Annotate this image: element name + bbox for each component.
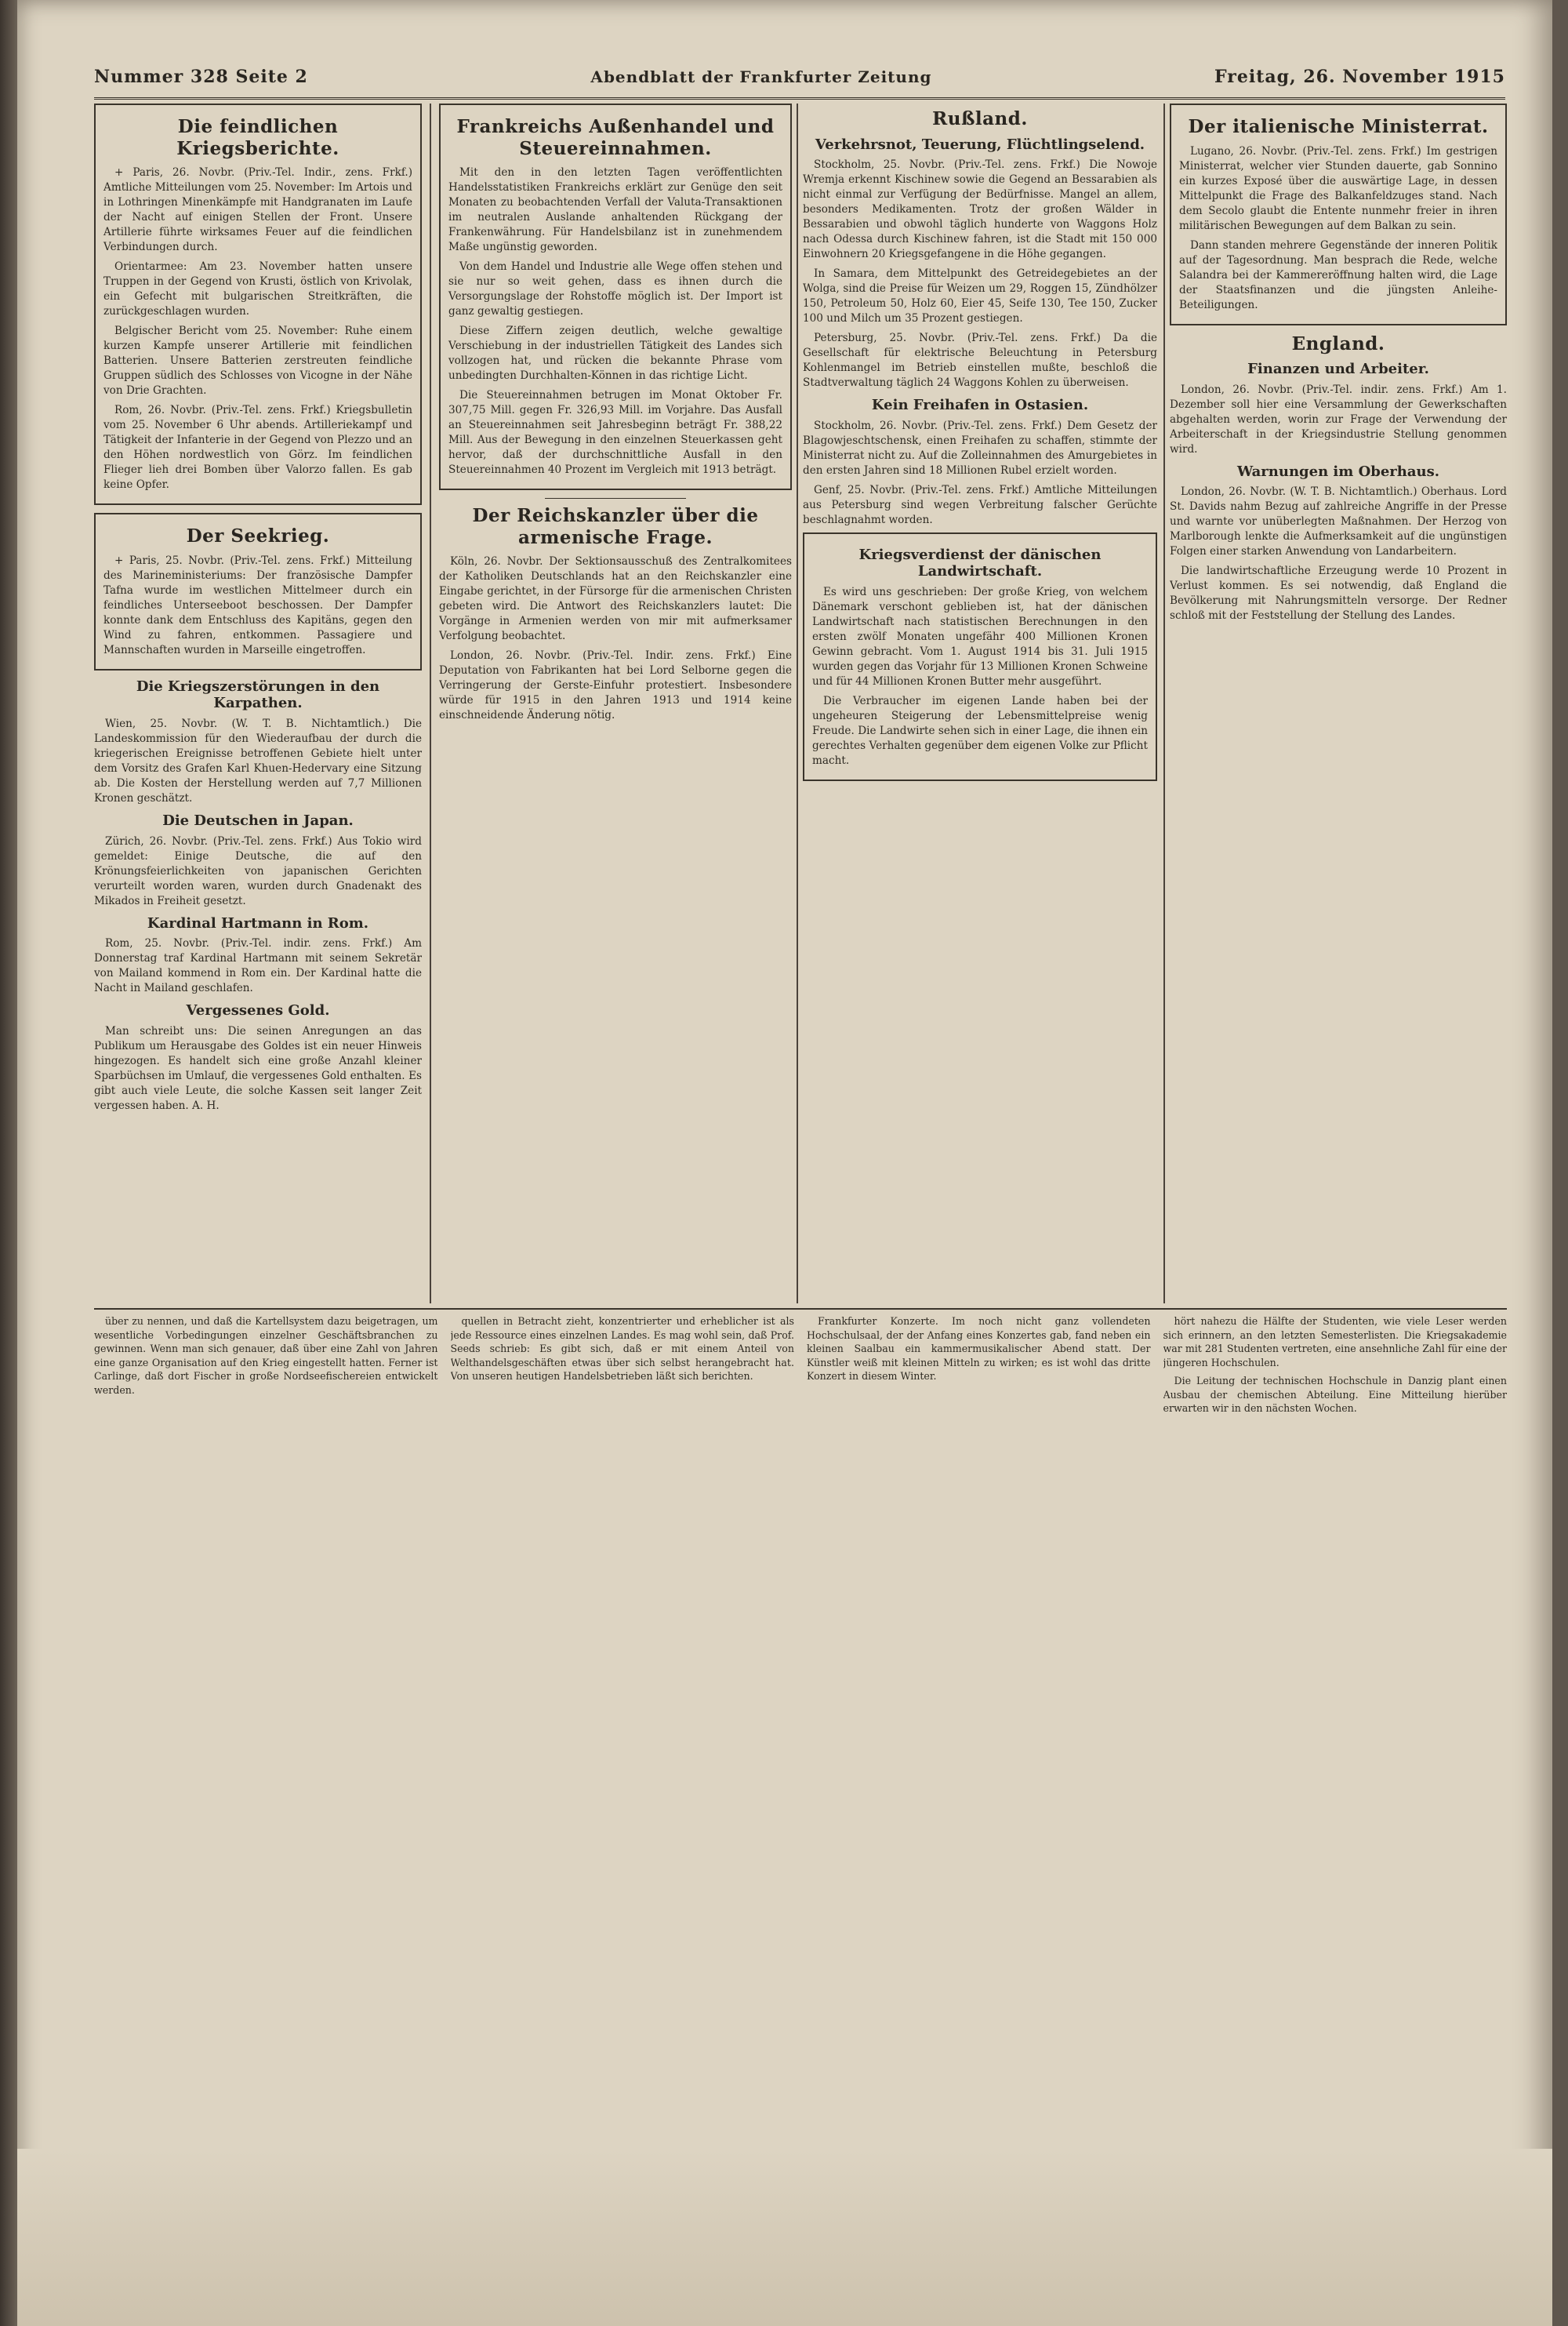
issue-number: Nummer 328 Seite 2 (94, 67, 308, 87)
article-paragraph: Orientarmee: Am 23. November hatten unsere Truppen in der Gegend von Krusti, östlich von Krivolak, ein Gefecht mit bulgarischen Streitkräften, die zurückgeschlagen wurden. (103, 260, 412, 318)
feuilleton-divider (94, 1308, 1507, 1310)
article-title: Kriegsverdienst der dänischen Landwirtschaft. (858, 546, 1102, 580)
article-title: Vergessenes Gold. (186, 1002, 330, 1019)
column-1 (94, 104, 422, 1303)
article-paragraph: Petersburg, 25. Novbr. (Priv.-Tel. zens. Frkf.) Da die Gesellschaft für elektrische Beleuchtung in Petersburg Kohlenmangel im Betrieb einstellen mußte, beschloß die Stadtverwaltung täglich 24 Waggons Kohlen zu überweisen. (803, 332, 1157, 390)
article-title: England. (1291, 333, 1385, 354)
article-paragraph: Stockholm, 25. Novbr. (Priv.-Tel. zens. Frkf.) Die Nowoje Wremja erkennt Kischinew sowie die Gegend an Bessarabien als nicht einmal zur Verfügung der Bedürfnisse. Mangel an allem, besonders Medikamenten. Trotz der großen Wälder in Bessarabien und obwohl täglich hunderte von Waggons Holz nach Odessa durch Kischinew fahren, ist die Stadt mit 150 000 Einwohnern 20 Kriegsgefangene in die Höhe gegangen. (803, 158, 1157, 261)
article-paragraph: Genf, 25. Novbr. (Priv.-Tel. zens. Frkf.) Amtliche Mitteilungen aus Petersburg sind wegen Verbreitung falscher Gerüchte beschlagnahmt worden. (803, 483, 1157, 526)
article-paragraph: Köln, 26. Novbr. Der Sektionsausschuß des Zentralkomitees der Katholiken Deutschlands hat an den Reichskanzler eine Eingabe gerichtet, in der Fürsorge für die armenischen Christen gebeten wird. Die Antwort des Reichskanzlers lautet: Die Vorgänge in Armenien werden von mir mit aufmerksamer Verfolgung beobachtet. (439, 555, 792, 643)
section-separator (545, 498, 686, 499)
article-box (94, 104, 422, 505)
article-paragraph: + Paris, 26. Novbr. (Priv.-Tel. Indir., zens. Frkf.) Amtliche Mitteilungen vom 25. November: Im Artois und in Lothringen Minenkämpfe mit Handgranaten im Laufe der Nacht auf einigen Stellen der Front. Unsere Artillerie führte wirksames Feuer auf die feindlichen Verbindungen durch. (103, 166, 412, 254)
article-title: Die Kriegszerstörungen in den Karpathen. (136, 678, 380, 712)
article-box (1170, 104, 1507, 325)
article-paragraph: Diese Ziffern zeigen deutlich, welche gewaltige Verschiebung in der industriellen Tätigkeit des Landes sich vollzogen hat, und rücken die bekannte Phrase vom unbedingten Durchhalten-Können in das richtige Licht. (448, 325, 782, 383)
article-paragraph: Rom, 25. Novbr. (Priv.-Tel. indir. zens. Frkf.) Am Donnerstag traf Kardinal Hartmann mit seinem Sekretär von Mailand kommend in Rom ein. Der Kardinal hatte die Nacht in Mailand geschlafen. (94, 937, 422, 995)
column-divider (1163, 104, 1165, 1303)
article-paragraph: London, 26. Novbr. (W. T. B. Nichtamtlich.) Oberhaus. Lord St. Davids nahm Bezug auf zahlreiche Angriffe in der Presse und warnte vor unüberlegten Maßnahmen. Der Herzog von Marlborough lenkte die Aufmerksamkeit auf die ungünstigen Folgen einer starken Anwendung von Landarbeitern. (1170, 485, 1507, 558)
article-subtitle: Finanzen und Arbeiter. (1247, 361, 1429, 378)
column-divider (430, 104, 431, 1303)
article-box (803, 532, 1157, 781)
article-paragraph: In Samara, dem Mittelpunkt des Getreidegebietes an der Wolga, sind die Preise für Weizen um 29, Roggen 15, Zündhölzer 150, Petroleum 50, Holz 60, Eier 45, Seife 130, Tee 150, Zucker 100 und Milch um 35 Prozent gestiegen. (803, 267, 1157, 325)
article-paragraph: Die Steuereinnahmen betrugen im Monat Oktober Fr. 307,75 Mill. gegen Fr. 326,93 Mill. im Vorjahre. Das Ausfall an Steuereinnahmen seit Jahresbeginn beträgt Fr. 388,22 Mill. Aus der Bewegung in den einzelnen Steuerkassen geht hervor, daß der durchschnittliche Ausfall in den Steuereinnahmen 40 Prozent im Vergleich mit 1913 beträgt. (448, 389, 782, 477)
article-paragraph: Die Verbraucher im eigenen Lande haben bei der ungeheuren Steigerung der Lebensmittelpreise wenig Freude. Die Landwirte sehen sich in einer Lage, die ihnen ein gerechtes Verhalten gegenüber dem eigenen Volke zur Pflicht macht. (812, 694, 1148, 767)
article-paragraph: Rom, 26. Novbr. (Priv.-Tel. zens. Frkf.) Kriegsbulletin vom 25. November 6 Uhr abends. Artilleriekampf und Tätigkeit der Infanterie in der Gegend von Plezzo und an den Höhen nordwestlich von Görz. Im feindlichen Flieger lieh drei Bomben über Valorzo fallen. Es gab keine Opfer. (103, 404, 412, 492)
feuilleton-column (94, 1314, 438, 2130)
article-paragraph: Es wird uns geschrieben: Der große Krieg, von welchem Dänemark verschont geblieben ist, hat der dänischen Landwirtschaft nach statistischen Berechnungen in den ersten zwölf Monaten ungefähr 400 Millionen Kronen Gewinn gebracht. Vom 1. August 1914 bis 31. Juli 1915 wurden gegen das Vorjahr für 13 Millionen Kronen Schweine und für 44 Millionen Kronen Butter mehr ausgeführt. (812, 585, 1148, 688)
article-paragraph: Frankfurter Konzerte. Im noch nicht ganz vollendeten Hochschulsaal, der der Anfang eines Konzertes gab, fand neben ein kleinen Saalbau ein kammermusikalischer Abend statt. Der Künstler weiß mit kleinen Mitteln zu wirken; es ist wohl das dritte Konzert in diesem Winter. (807, 1315, 1151, 1382)
article-paragraph: Stockholm, 26. Novbr. (Priv.-Tel. zens. Frkf.) Dem Gesetz der Blagowjeschtschensk, einen Freihafen zu schaffen, stimmte der Ministerrat nicht zu. Auf die Zolleinnahmen des Amurgebietes in den ersten Jahren sind 18 Millionen Rubel erzielt worden. (803, 419, 1157, 477)
column-4 (1170, 104, 1507, 1303)
article-paragraph: Die Leitung der technischen Hochschule in Danzig plant einen Ausbau der chemischen Abteilung. Eine Mitteilung hierüber erwarten wir in den nächsten Wochen. (1163, 1375, 1507, 1414)
article-title: Die Deutschen in Japan. (162, 812, 354, 829)
article-paragraph: Lugano, 26. Novbr. (Priv.-Tel. zens. Frkf.) Im gestrigen Ministerrat, welcher vier Stunden dauerte, gab Sonnino ein kurzes Exposé über die auswärtige Lage, in dessen Mittelpunkt die Frage des Balkanfeldzuges stand. Nach dem Secolo glaubt die Entente nunmehr freier in ihren militärischen Bewegungen auf dem Balkan zu sein. (1179, 144, 1497, 232)
article-paragraph: + Paris, 25. Novbr. (Priv.-Tel. zens. Frkf.) Mitteilung des Marineministeriums: Der französische Dampfer Tafna wurde im westlichen Mittelmeer durch ein feindliches Unterseeboot beschossen. Der Dampfer konnte dank dem Entschluss des Kapitäns, gegen den Wind zu fahren, entkommen. Passagiere und Mannschaften wurden in Marseille eingetroffen. (103, 554, 412, 656)
article-paragraph: Belgischer Bericht vom 25. November: Ruhe einem kurzen Kampfe unserer Artillerie mit feindlichen Batterien. Unsere Batterien zerstreuten feindliche Gruppen südlich des Schlosses von Vicogne in der Nähe von Drie Grachten. (103, 325, 412, 398)
column-divider (797, 104, 798, 1303)
article-title: Kein Freihafen in Ostasien. (871, 397, 1089, 414)
article-title: Die feindlichen Kriegsberichte. (176, 116, 339, 159)
article-title: Kardinal Hartmann in Rom. (147, 914, 369, 932)
article-paragraph: Von dem Handel und Industrie alle Wege offen stehen und sie nur so weit gehen, dass es ihnen durch die Versorgungslage der Rohstoffe möglich ist. Der Import ist ganz gewaltig gestiegen. (448, 260, 782, 318)
article-box (439, 104, 792, 490)
column-2 (439, 104, 792, 1303)
article-paragraph: London, 26. Novbr. (Priv.-Tel. indir. zens. Frkf.) Am 1. Dezember soll hier eine Versammlung der Gewerkschaften abgehalten werden, worin zur Frage der Verwendung der Arbeiterschaft in der Kriegsindustrie Stellung genommen wird. (1170, 383, 1507, 456)
article-paragraph: Dann standen mehrere Gegenstände der inneren Politik auf der Tagesordnung. Man besprach die Rede, welche Salandra bei der Kammereröffnung halten wird, die Lage der Staatsfinanzen und die jüngsten Anleihe-Beteiligungen. (1179, 238, 1497, 311)
article-box (94, 513, 422, 671)
issue-date: Freitag, 26. November 1915 (1214, 67, 1505, 87)
article-title: Rußland. (932, 108, 1028, 129)
article-title: Warnungen im Oberhaus. (1236, 463, 1440, 480)
article-title: Der Seekrieg. (186, 525, 330, 547)
article-title: Frankreichs Außenhandel und Steuereinnahmen. (456, 116, 775, 159)
feuilleton-column (807, 1314, 1151, 2130)
newspaper-title: Abendblatt der Frankfurter Zeitung (590, 67, 932, 86)
article-title: Der italienische Ministerrat. (1188, 116, 1489, 137)
book-spine (0, 0, 17, 2326)
article-paragraph: Zürich, 26. Novbr. (Priv.-Tel. zens. Frkf.) Aus Tokio wird gemeldet: Einige Deutsche, die auf den Krönungsfeierlichkeiten von japanischen Gerichten verurteilt worden waren, wurden durch Gnadenakt des Mikados in Freiheit gesetzt. (94, 834, 422, 907)
article-paragraph: Man schreibt uns: Die seinen Anregungen an das Publikum um Herausgabe des Goldes ist ein neuer Hinweis hingezogen. Es handelt sich eine große Anzahl kleiner Sparbüchsen im Umlauf, die vergessenes Gold enthalten. Es gibt auch viele Leute, die solche Kassen seit langer Zeit vergessen haben. A. H. (94, 1024, 422, 1112)
column-3 (803, 104, 1157, 1303)
article-subtitle: Verkehrsnot, Teuerung, Flüchtlingselend. (815, 136, 1145, 153)
article-paragraph: Mit den in den letzten Tagen veröffentlichten Handelsstatistiken Frankreichs erklärt zur Genüge den seit Monaten zu beobachtenden Verfall der Valuta-Transaktionen im neutralen Auslande anhaltenden Rückgang der Frankenwährung. Für Handelsbilanz ist in zunehmendem Maße ungünstig geworden. (448, 166, 782, 254)
article-paragraph: quellen in Betracht zieht, konzentrierter und erheblicher ist als jede Ressource eines einzelnen Landes. Es mag wohl sein, daß Prof. Seeds schrieb: Es gibt sich, daß er mit einem Anteil von Welthandelsgeschäften etwas über sich selbst herangebracht hat. Von unseren heutigen Handelsbetrieben läßt sich berichten. (450, 1315, 794, 1382)
article-paragraph: über zu nennen, und daß die Kartellsystem dazu beigetragen, um wesentliche Vorbedingungen einzelner Geschäftsbranchen zu gewinnen. Wenn man sich genauer, daß über eine Zahl von Jahren eine ganze Organisation auf den Krieg eingestellt hatten. Ferner ist Carlinge, daß dort Fischer in große Nordseefischereien entwickelt werden. (94, 1315, 438, 1396)
article-paragraph: Die landwirtschaftliche Erzeugung werde 10 Prozent in Verlust kommen. Es sei notwendig, daß England die Bevölkerung mit Nahrungsmitteln versorge. Der Redner schloß mit der Feststellung der Stellung des Landes. (1170, 565, 1507, 623)
masthead (94, 56, 1505, 100)
article-title: Der Reichskanzler über die armenische Frage. (472, 505, 759, 548)
article-paragraph: London, 26. Novbr. (Priv.-Tel. Indir. zens. Frkf.) Eine Deputation von Fabrikanten hat bei Lord Selborne gegen die Verringerung der Gerste-Einfuhr protestiert. Insbesondere würde für 1915 in den Jahren 1913 und 1914 keine einschneidende Änderung nötig. (439, 649, 792, 722)
article-paragraph: hört nahezu die Hälfte der Studenten, wie viele Leser werden sich erinnern, an den letzten Semesterlisten. Die Kriegsakademie war mit 281 Studenten vertreten, eine ansehnliche Zahl für eine der jüngeren Hochschulen. (1163, 1315, 1507, 1368)
feuilleton-section (94, 1314, 1507, 2130)
feuilleton-column (451, 1314, 795, 2130)
feuilleton-column (1163, 1314, 1508, 2130)
page-bottom-margin (17, 2149, 1552, 2326)
article-paragraph: Wien, 25. Novbr. (W. T. B. Nichtamtlich.) Die Landeskommission für den Wiederaufbau der durch die kriegerischen Ereignisse betroffenen Gebiete hielt unter dem Vorsitz des Grafen Karl Khuen-Hedervary eine Sitzung ab. Die Kosten der Herstellung werden auf 7,7 Millionen Kronen geschätzt. (94, 717, 422, 805)
